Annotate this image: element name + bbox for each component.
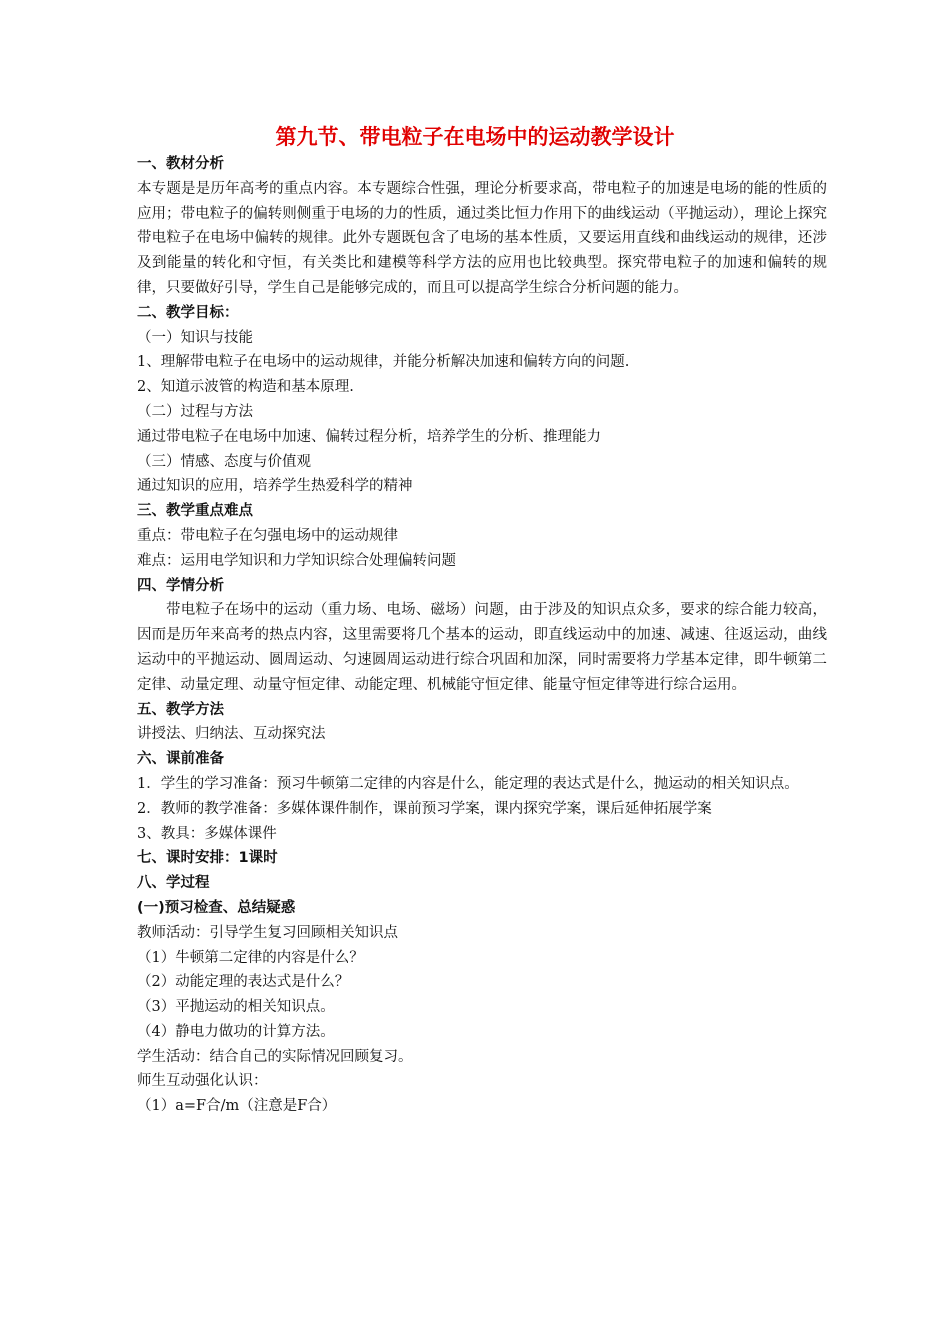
goal-item-4: 通过知识的应用，培养学生热爱科学的精神 [137, 478, 413, 495]
section-heading-key-difficult: 三、教学重点难点 [137, 503, 253, 520]
question-item-4: （4）静电力做功的计算方法。 [137, 1023, 335, 1040]
goal-item-3: 通过带电粒子在电场中加速、偏转过程分析，培养学生的分析、推理能力 [137, 428, 601, 445]
question-item-3: （3）平抛运动的相关知识点。 [137, 999, 335, 1016]
paragraph-student-analysis: 带电粒子在场中的运动（重力场、电场、磁场）问题，由于涉及的知识点众多，要求的综合能力较高，因而是历年来高考的热点内容，这里需要将几个基本的运动，即直线运动中的加速、减速、往返运动，曲线运动中的平抛运动、圆周运动、匀速圆周运动进行综合巩固和加深，同时需要将力学基本定律，即牛顿第二定律、动量定理、动量守恒定律、动能定理、机械能守恒定律、能量守恒定律等进行综合运用。 [137, 602, 827, 693]
preparation-item-1: 1．学生的学习准备：预习牛顿第二定律的内容是什么，能定理的表达式是什么，抛运动的相关知识点。 [137, 775, 799, 792]
section-heading-textbook-analysis: 一、教材分析 [137, 156, 224, 172]
section-heading-teaching-methods: 五、教学方法 [137, 701, 224, 718]
student-activity-text: 学生活动：结合自己的实际情况回顾复习。 [137, 1048, 413, 1065]
goal-item-2: 2、知道示波管的构造和基本原理. [137, 379, 354, 396]
document-body [137, 152, 827, 1119]
section-heading-student-analysis: 四、学情分析 [137, 577, 224, 594]
teacher-activity-text: 教师活动：引导学生复习回顾相关知识点 [137, 924, 398, 941]
subheading-preview-check: (一)预习检查、总结疑惑 [137, 899, 296, 916]
teaching-methods-text: 讲授法、归纳法、互动探究法 [137, 726, 326, 743]
section-heading-process: 八、学过程 [137, 875, 210, 892]
page-title: 第九节、带电粒子在电场中的运动教学设计 [275, 125, 675, 149]
answer-item-1: （1）a=F合/m（注意是F合） [137, 1098, 337, 1115]
section-heading-teaching-goals: 二、教学目标： [137, 304, 239, 321]
question-item-2: （2）动能定理的表达式是什么？ [137, 974, 350, 991]
paragraph-textbook-analysis: 本专题是是历年高考的重点内容。本专题综合性强，理论分析要求高，带电粒子的加速是电场的能的性质的应用；带电粒子的偏转则侧重于电场的力的性质，通过类比恒力作用下的曲线运动（平抛运动），理论上探究带电粒子在电场中偏转的规律。此外专题既包含了电场的基本性质，又要运用直线和曲线运动的规律，还涉及到能量的转化和守恒，有关类比和建模等科学方法的应用也比较典型。探究带电粒子的加速和偏转的规律，只要做好引导，学生自己是能够完成的，而且可以提高学生综合分析问题的能力。 [137, 180, 827, 296]
difficult-point-text: 难点：运用电学知识和力学知识综合处理偏转问题 [137, 552, 456, 569]
key-point-text: 重点：带电粒子在匀强电场中的运动规律 [137, 527, 398, 544]
question-item-1: （1）牛顿第二定律的内容是什么？ [137, 949, 364, 966]
goal-item-1: 1、理解带电粒子在电场中的运动规律，并能分析解决加速和偏转方向的问题. [137, 354, 630, 371]
preparation-item-3: 3、教具：多媒体课件 [137, 825, 277, 842]
subheading-emotion-values: （三）情感、态度与价值观 [137, 453, 311, 470]
preparation-item-2: 2．教师的教学准备：多媒体课件制作，课前预习学案，课内探究学案，课后延伸拓展学案 [137, 800, 712, 817]
subheading-process-method: （二）过程与方法 [137, 403, 253, 420]
section-heading-preparation: 六、课前准备 [137, 751, 224, 768]
subheading-knowledge-skills: （一）知识与技能 [137, 329, 253, 346]
section-heading-schedule: 七、课时安排：1课时 [137, 850, 278, 867]
interaction-text: 师生互动强化认识： [137, 1073, 268, 1090]
